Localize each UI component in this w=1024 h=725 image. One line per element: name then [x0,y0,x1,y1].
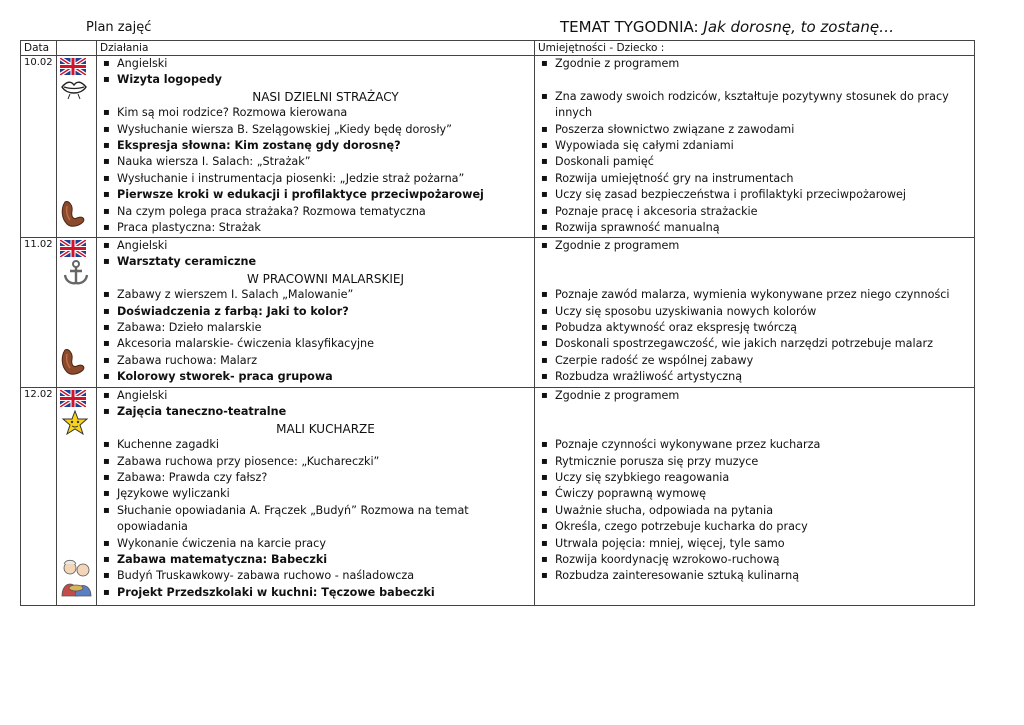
list-item: ▪ Kuchenne zagadki [100,437,534,453]
list-item: ▪ Warsztaty ceramiczne [100,254,534,270]
list-item: ▪ Poznaje zawód malarza, wymienia wykonywane przez niego czynności [538,287,974,303]
skills-list [538,388,974,585]
activities-cell [97,56,535,238]
list-item: ▪ Zabawa matematyczna: Babeczki [100,552,534,568]
list-item: ▪ Kim są moi rodzice? Rozmowa kierowana [100,105,534,121]
list-item: ▪ Zgodnie z programem [538,388,974,404]
list-item: ▪ Poznaje pracę i akcesoria strażackie [538,204,974,220]
uk-flag-icon [60,58,86,75]
list-item: ▪ Zabawa ruchowa przy piosence: „Kuchareczki” [100,454,534,470]
skills-cell [535,238,975,388]
list-item: ▪ Zabawa ruchowa: Malarz [100,353,534,369]
list-item: ▪ Angielski [100,56,534,72]
column-header-date: Data [21,41,57,56]
theme-value: Jak dorosnę, to zostanę… [703,18,895,36]
list-item: ▪ Zgodnie z programem [538,238,974,254]
list-item: ▪ Doświadczenia z farbą: Jaki to kolor? [100,304,534,320]
activities-list [100,388,534,601]
list-item: ▪ Projekt Przedszkolaki w kuchni: Tęczowe babeczki [100,585,534,601]
theme-title [560,18,894,36]
day-date: 11.02 [21,238,57,388]
lips-icon [60,78,88,100]
blank-line [538,254,974,270]
activities-cell [97,238,535,388]
list-item: ▪ Rozwija umiejętność gry na instrumentach [538,171,974,187]
list-item: ▪ Pobudza aktywność oraz ekspresję twórczą [538,320,974,336]
skills-list [538,238,974,386]
list-item: ▪ Wypowiada się całymi zdaniami [538,138,974,154]
skills-cell [535,388,975,606]
blank-line [538,271,974,287]
list-item: ▪ Poznaje czynności wykonywane przez kucharza [538,437,974,453]
activities-cell [97,388,535,606]
plan-table [20,40,975,606]
blank-line [538,404,974,420]
day-icons [57,238,97,388]
list-item: ▪ Wizyta logopedy [100,72,534,88]
list-item: ▪ Pierwsze kroki w edukacji i profilaktyce przeciwpożarowej [100,187,534,203]
list-item: ▪ Poszerza słownictwo związane z zawodami [538,122,974,138]
day-date: 10.02 [21,56,57,238]
list-item: ▪ Rozbudza zainteresowanie sztuką kulinarną [538,568,974,584]
list-item: ▪ Angielski [100,388,534,404]
star-icon [61,410,89,436]
list-item: ▪ Rozwija sprawność manualną [538,220,974,236]
table-header-row [21,41,975,56]
list-item: ▪ Uczy się szybkiego reagowania [538,470,974,486]
uk-flag-icon [60,390,86,407]
uk-flag-icon [60,240,86,257]
list-item: ▪ Określa, czego potrzebuje kucharka do pracy [538,519,974,535]
clay-icon [59,346,89,376]
list-item: ▪ Uczy się sposobu uzyskiwania nowych kolorów [538,304,974,320]
blank-line [538,72,974,88]
list-item: ▪ Zabawa: Dzieło malarskie [100,320,534,336]
list-item: ▪ Doskonali spostrzegawczość, wie jakich narzędzi potrzebuje malarz [538,336,974,352]
day-icons [57,388,97,606]
anchor-icon [62,260,90,286]
list-item: ▪ Kolorowy stworek- praca grupowa [100,369,534,385]
list-item: ▪ Słuchanie opowiadania A. Frączek „Budyń” Rozmowa na temat opowiadania [100,503,534,536]
day-topic: MALI KUCHARZE [276,421,375,436]
list-item: ▪ Nauka wiersza I. Salach: „Strażak” [100,154,534,170]
list-item: ▪ Zna zawody swoich rodziców, kształtuje pozytywny stosunek do pracy innych [538,89,974,122]
list-item: ▪ Uważnie słucha, odpowiada na pytania [538,503,974,519]
list-item: ▪ Językowe wyliczanki [100,486,534,502]
column-header-icon [57,41,97,56]
skills-cell [535,56,975,238]
list-item: ▪ Praca plastyczna: Strażak [100,220,534,236]
list-item: ▪ Wysłuchanie wiersza B. Szelągowskiej „Kiedy będę dorosły” [100,122,534,138]
list-item: ▪ Zgodnie z programem [538,56,974,72]
list-item: ▪ Czerpie radość ze wspólnej zabawy [538,353,974,369]
blank-line [538,421,974,437]
list-item: ▪ Doskonali pamięć [538,154,974,170]
list-item: ▪ Ekspresja słowna: Kim zostanę gdy dorosnę? [100,138,534,154]
list-item: ▪ Wykonanie ćwiczenia na karcie pracy [100,536,534,552]
list-item: ▪ Budyń Truskawkowy- zabawa ruchowo - naśladowcza [100,568,534,584]
list-item: ▪ Rozwija koordynację wzrokowo-ruchową [538,552,974,568]
list-item: ▪ Uczy się zasad bezpieczeństwa i profilaktyki przeciwpożarowej [538,187,974,203]
day-topic: NASI DZIELNI STRAŻACY [252,89,399,104]
list-item: ▪ Zabawy z wierszem I. Salach „Malowanie” [100,287,534,303]
list-item: ▪ Utrwala pojęcia: mniej, więcej, tyle samo [538,536,974,552]
list-item: ▪ Akcesoria malarskie- ćwiczenia klasyfikacyjne [100,336,534,352]
day-topic: W PRACOWNI MALARSKIEJ [246,271,404,286]
children-cooking-icon [58,558,94,598]
list-item: ▪ Zabawa: Prawda czy fałsz? [100,470,534,486]
activities-list [100,56,534,236]
theme-label: TEMAT TYGODNIA: [560,18,699,36]
column-header-activities: Działania [97,41,535,56]
day-row [21,388,975,606]
list-item: ▪ Ćwiczy poprawną wymowę [538,486,974,502]
list-item: ▪ Wysłuchanie i instrumentacja piosenki: „Jedzie straż pożarna” [100,171,534,187]
day-row [21,238,975,388]
list-item: ▪ Angielski [100,238,534,254]
clay-icon [59,198,89,228]
day-icons [57,56,97,238]
skills-list [538,56,974,236]
list-item: ▪ Rozbudza wrażliwość artystyczną [538,369,974,385]
list-item: ▪ Na czym polega praca strażaka? Rozmowa tematyczna [100,204,534,220]
activities-list [100,238,534,386]
column-header-skills: Umiejętności - Dziecko : [535,41,975,56]
list-item: ▪ Zajęcia taneczno-teatralne [100,404,534,420]
day-date: 12.02 [21,388,57,606]
day-row [21,56,975,238]
list-item: ▪ Rytmicznie porusza się przy muzyce [538,454,974,470]
page-title: Plan zajęć [86,20,152,35]
